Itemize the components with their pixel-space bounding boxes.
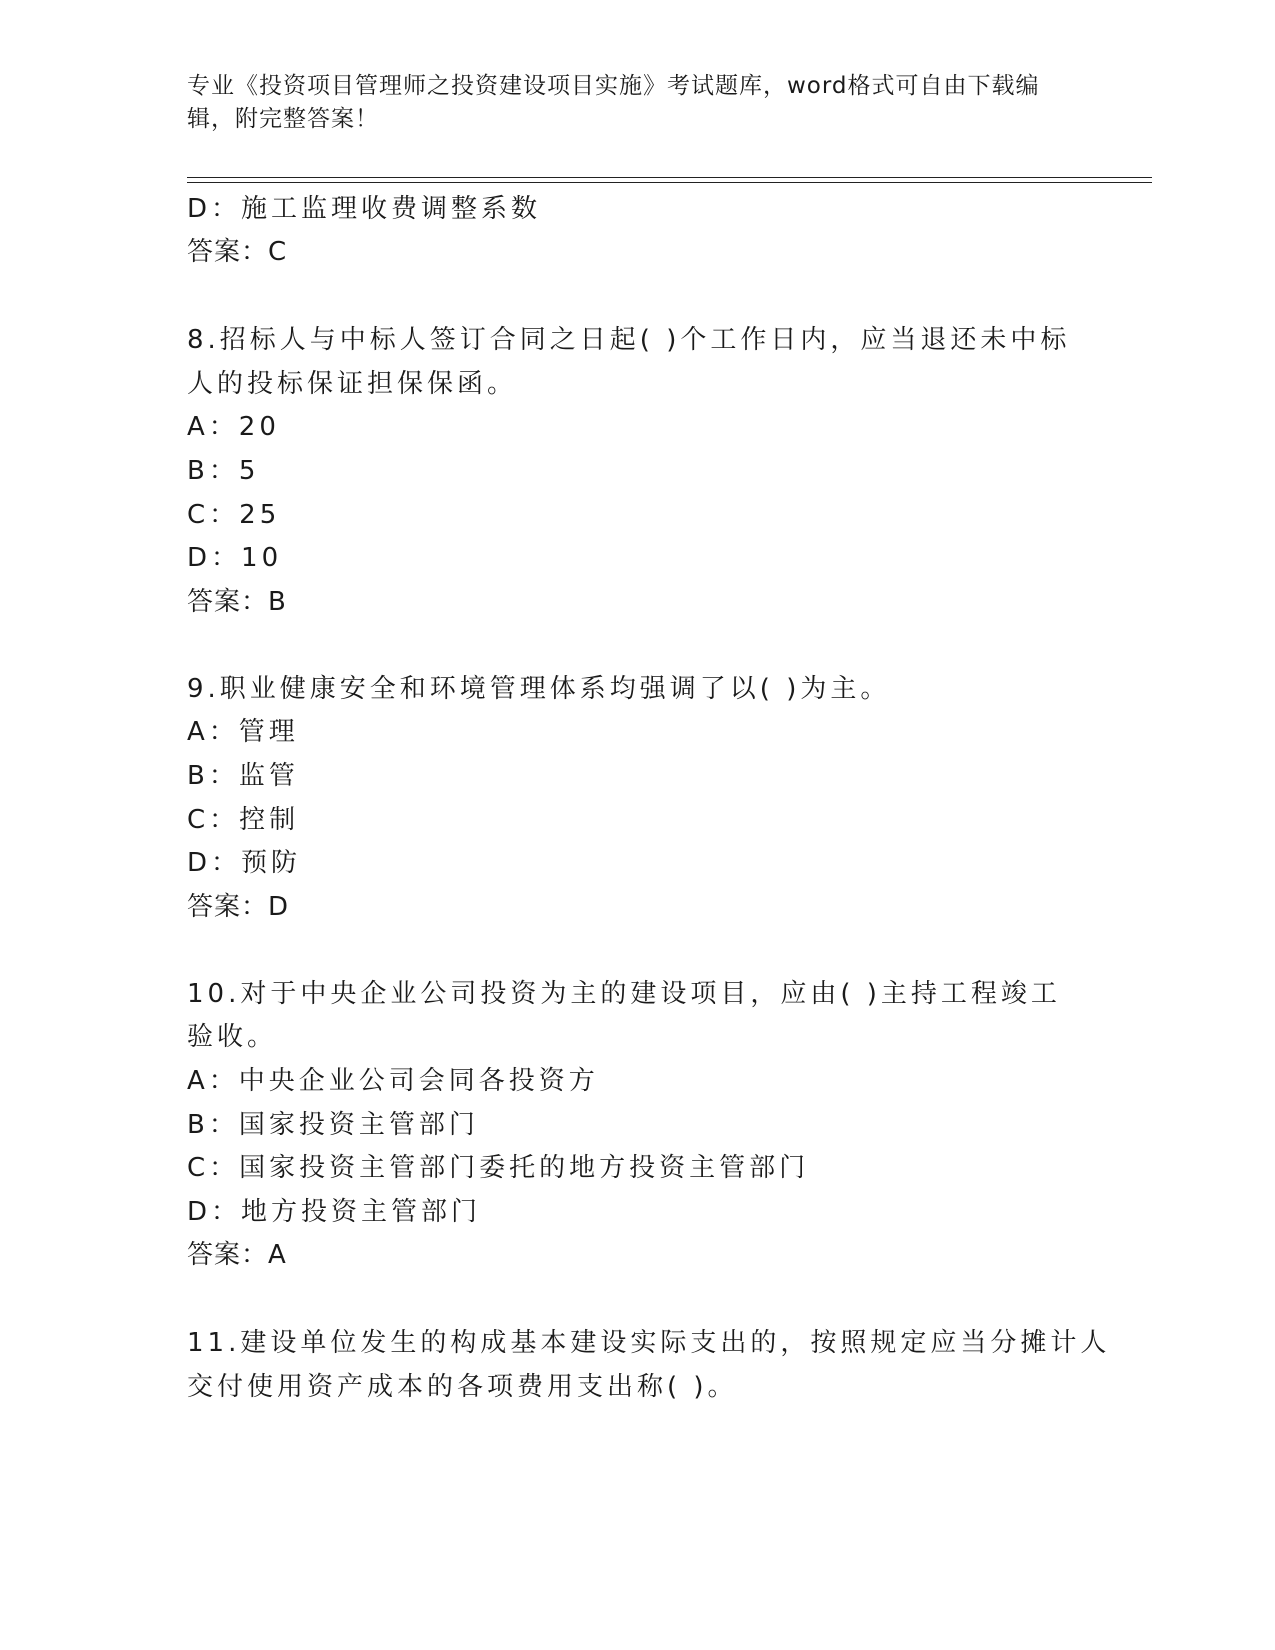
q10-text-line-1: 10.对于中央企业公司投资为主的建设项目，应由( )主持工程竣工 [187, 979, 1061, 1009]
q8-text-line-2: 人的投标保证担保保函。 [187, 369, 518, 399]
q10-option-c: C：国家投资主管部门委托的地方投资主管部门 [187, 1153, 810, 1183]
header-divider-top [187, 177, 1152, 178]
q8-text-line-1: 8.招标人与中标人签订合同之日起( )个工作日内，应当退还未中标 [187, 325, 1071, 355]
q8-option-c: C：25 [187, 500, 281, 530]
q9-option-d: D：预防 [187, 848, 302, 878]
prev-option-d: D：施工监理收费调整系数 [187, 194, 542, 224]
q9-option-b: B：监管 [187, 761, 299, 791]
header-divider-bottom [187, 182, 1152, 183]
q10-option-b: B：国家投资主管部门 [187, 1110, 479, 1140]
q8-option-b: B：5 [187, 456, 260, 486]
q8-answer: 答案：B [187, 587, 287, 617]
q8-option-a: A：20 [187, 412, 280, 442]
prev-answer: 答案：C [187, 237, 288, 267]
q11-text-line-2: 交付使用资产成本的各项费用支出称( )。 [187, 1372, 738, 1402]
header-line-2: 辑，附完整答案！ [187, 106, 379, 132]
q9-answer: 答案：D [187, 892, 290, 922]
header-line-1: 专业《投资项目管理师之投资建设项目实施》考试题库，word格式可自由下载编 [187, 73, 1040, 99]
q10-option-a: A：中央企业公司会同各投资方 [187, 1066, 599, 1096]
q9-option-a: A：管理 [187, 717, 299, 747]
q11-text-line-1: 11.建设单位发生的构成基本建设实际支出的，按照规定应当分摊计人 [187, 1328, 1111, 1358]
q8-option-d: D：10 [187, 543, 283, 573]
q10-text-line-2: 验收。 [187, 1022, 278, 1052]
document-header [187, 70, 1067, 136]
q9-option-c: C：控制 [187, 805, 300, 835]
q10-option-d: D：地方投资主管部门 [187, 1197, 482, 1227]
q10-answer: 答案：A [187, 1240, 287, 1270]
q9-text-line-1: 9.职业健康安全和环境管理体系均强调了以( )为主。 [187, 674, 891, 704]
